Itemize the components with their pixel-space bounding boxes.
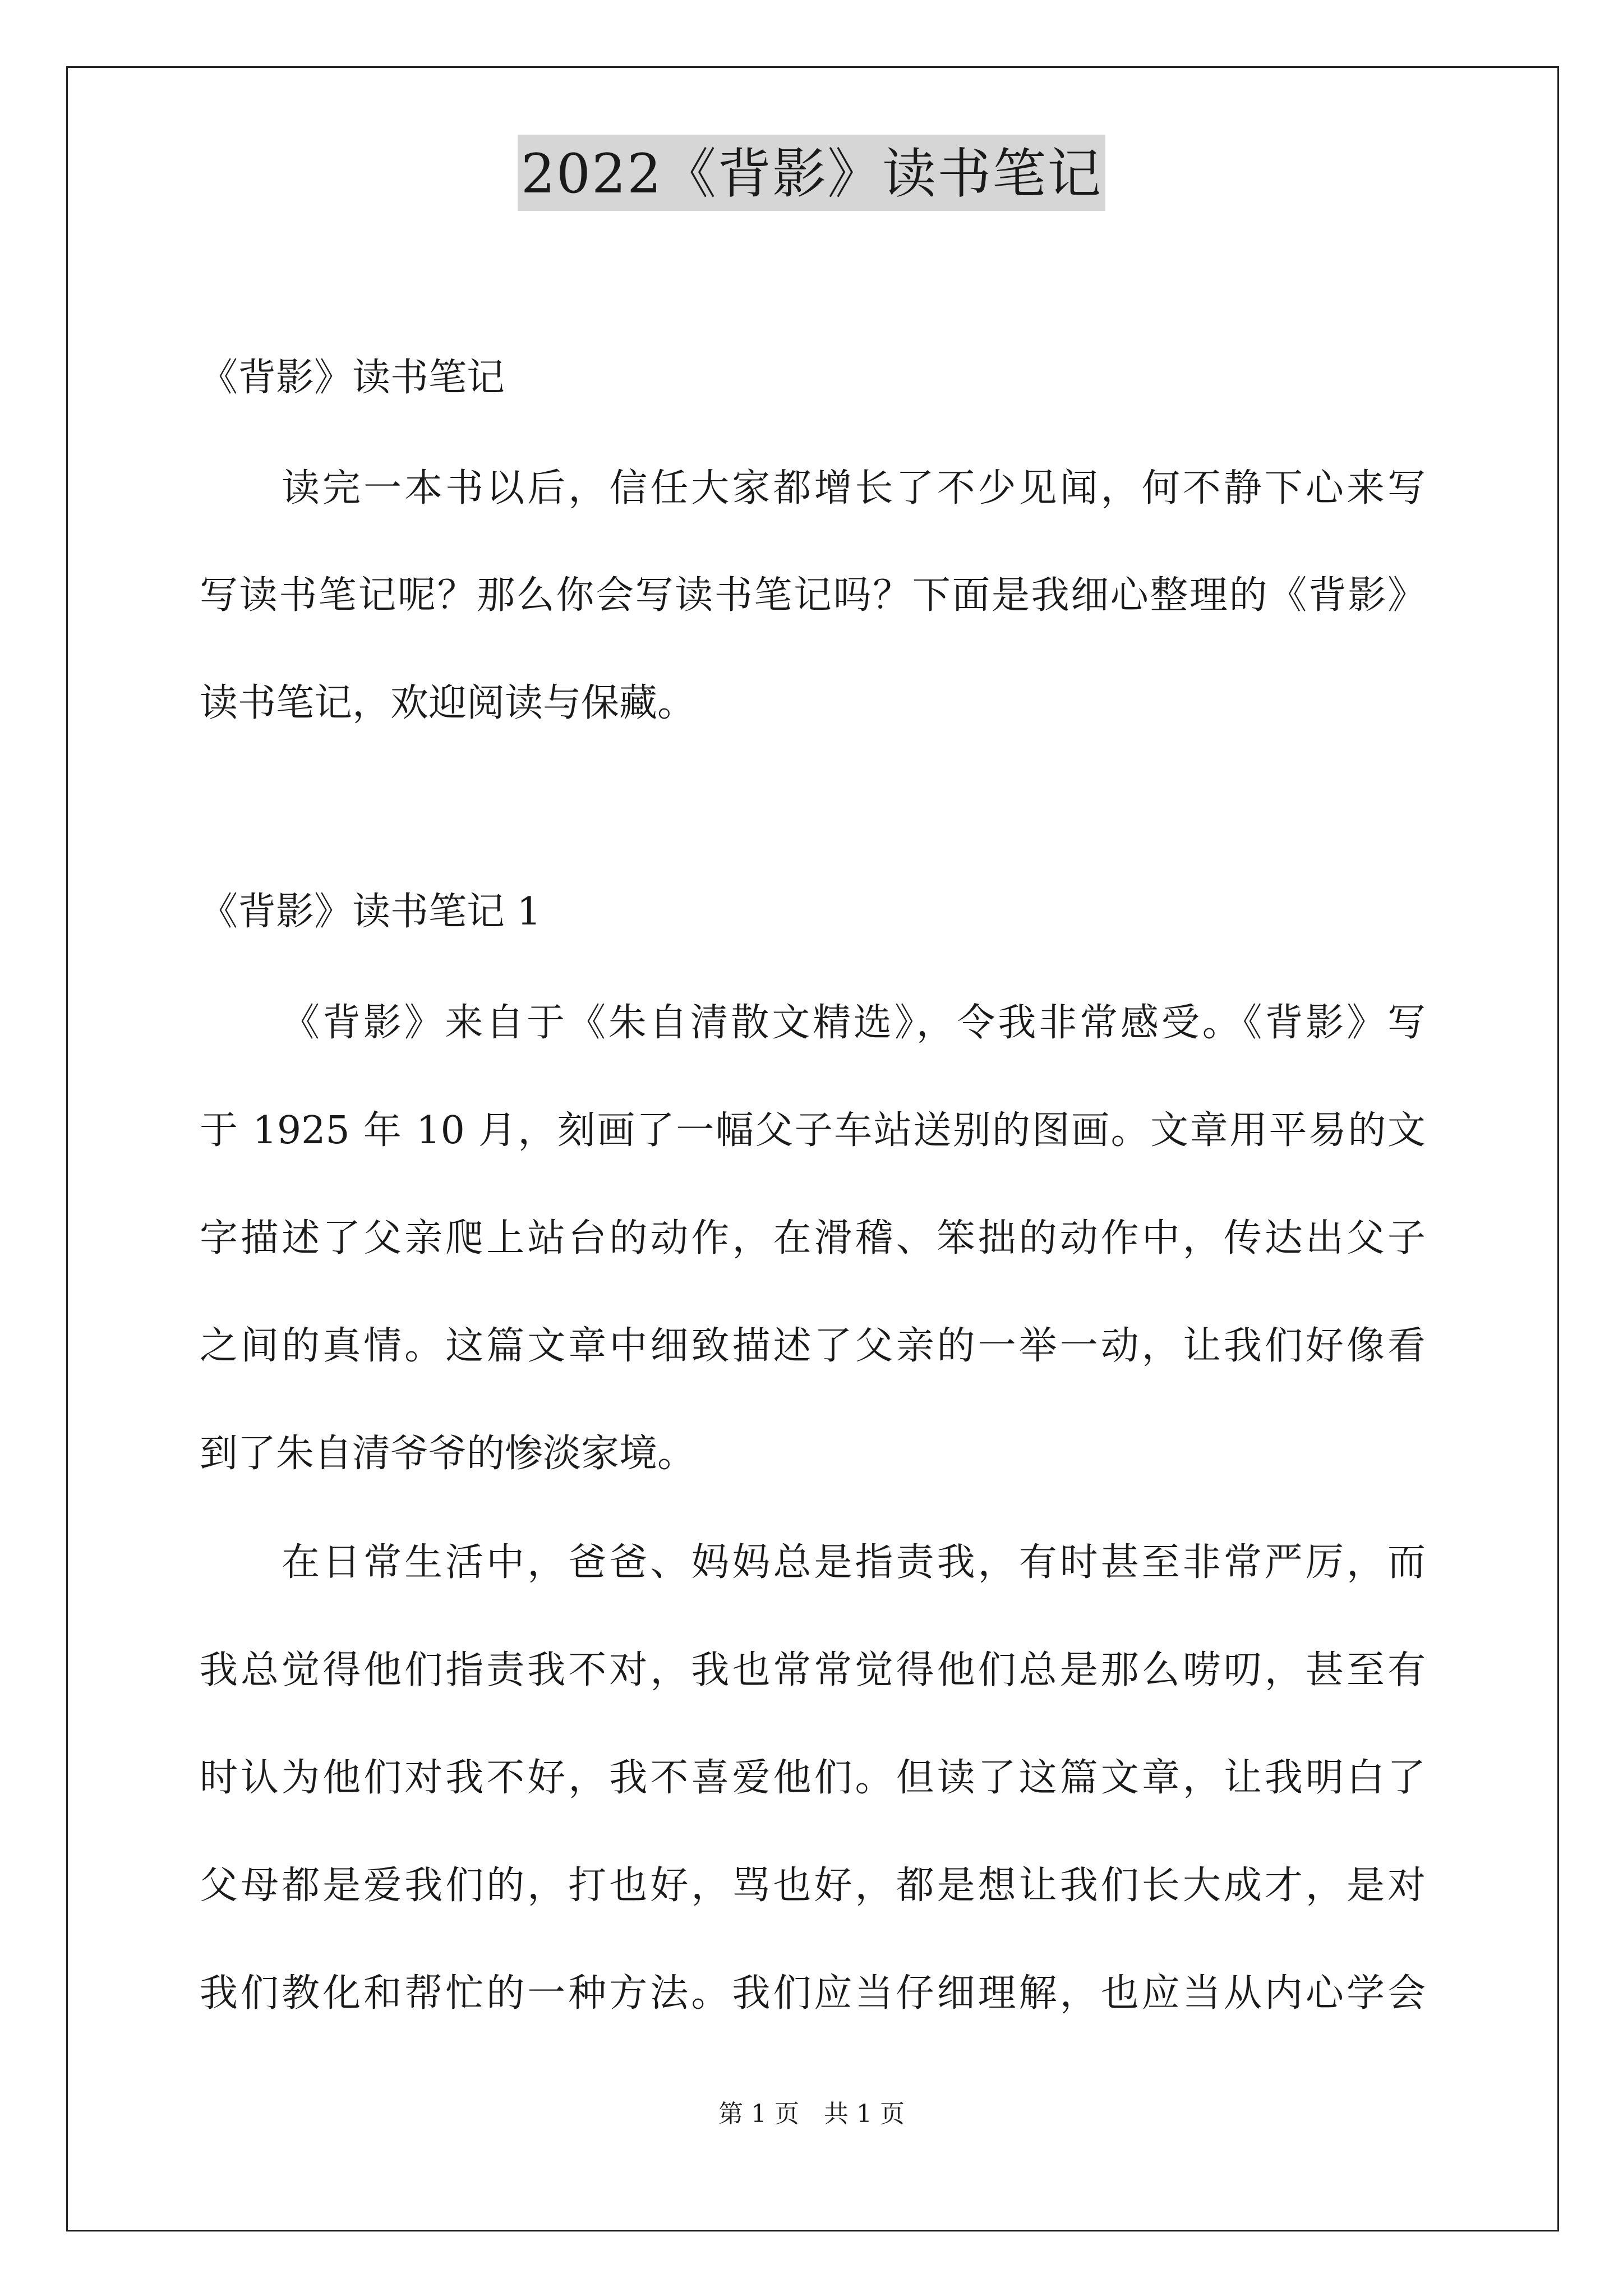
paragraph-line: 到了朱自清爷爷的惨淡家境。 bbox=[200, 1432, 696, 1476]
paragraph-line: 我总觉得他们指责我不对，我也常常觉得他们总是那么唠叨，甚至有 bbox=[200, 1648, 1426, 1692]
title-container bbox=[0, 135, 1623, 211]
paragraph-line: 读书笔记，欢迎阅读与保藏。 bbox=[200, 681, 696, 725]
paragraph-line: 《背影》来自于《朱自清散文精选》，令我非常感受。《背影》写 bbox=[282, 1001, 1426, 1045]
paragraph-line: 父母都是爱我们的，打也好，骂也好，都是想让我们长大成才，是对 bbox=[200, 1864, 1426, 1908]
paragraph-line: 时认为他们对我不好，我不喜爱他们。但读了这篇文章，让我明白了 bbox=[200, 1756, 1426, 1800]
paragraph-line: 读完一本书以后，信任大家都增长了不少见闻，何不静下心来写 bbox=[282, 466, 1426, 510]
paragraph-line: 于 1925 年 10 月，刻画了一幅父子车站送别的图画。文章用平易的文 bbox=[200, 1108, 1426, 1153]
paragraph-line: 我们教化和帮忙的一种方法。我们应当仔细理解，也应当从内心学会 bbox=[200, 1971, 1426, 2016]
section-heading: 《背影》读书笔记 bbox=[200, 356, 505, 400]
paragraph-line: 在日常生活中，爸爸、妈妈总是指责我，有时甚至非常严厉，而 bbox=[282, 1540, 1426, 1585]
paragraph-line: 之间的真情。这篇文章中细致描述了父亲的一举一动，让我们好像看 bbox=[200, 1324, 1426, 1368]
paragraph-line: 写读书笔记呢？那么你会写读书笔记吗？下面是我细心整理的《背影》 bbox=[200, 573, 1426, 618]
page-footer: 第 1 页 共 1 页 bbox=[718, 2100, 905, 2128]
document-title: 2022《背影》读书笔记 bbox=[518, 135, 1105, 211]
paragraph-line: 字描述了父亲爬上站台的动作，在滑稽、笨拙的动作中，传达出父子 bbox=[200, 1216, 1426, 1260]
section-heading: 《背影》读书笔记 1 bbox=[200, 890, 541, 934]
